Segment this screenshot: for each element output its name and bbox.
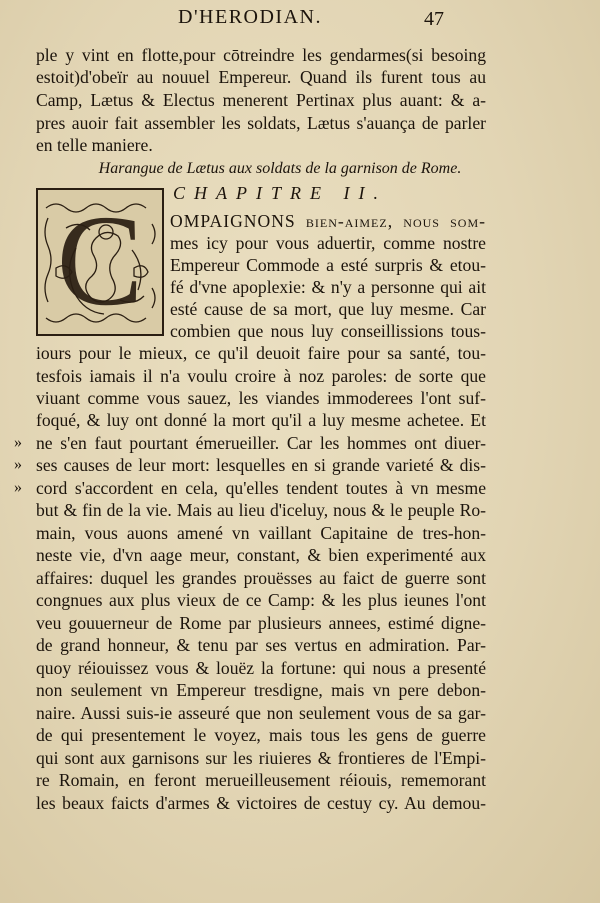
text-line: ple y vint en flotte,pour cōtreindre les gendarmes(si besoing [36,45,486,65]
text-line: de grand honneur, & tenu par ses vertus en admiration. Par- [36,635,486,655]
text-line: but & fin de la vie. Mais au lieu d'iceluy, nous & le peuple Ro- [36,500,486,520]
text-line: non seulement vn Empereur tresdigne, mais vn pere debon- [36,680,486,700]
page-number: 47 [424,8,444,30]
text-line: qui sont aux garnisons sur les riuieres & frontieres de l'Empi- [36,748,486,768]
running-head: D'HERODIAN. [178,6,322,28]
text-line: main, vous auons amené vn vaillant Capitaine de tres-hon- [36,523,486,543]
text-line: ses causes de leur mort: lesquelles en si grande varieté & dis- [36,455,486,475]
text-line: foqué, & luy ont donné la mort qu'il a luy mesme achetee. Et [36,410,486,430]
text-line: quoy réiouissez vous & louëz la fortune: qui nous a presenté [36,658,486,678]
text-line: affaires: duquel les grandes prouësses au faict de guerre sont [36,568,486,588]
text-line: estoit)d'obeïr au nouuel Empereur. Quand ils furent tous au [36,67,486,87]
text-line: ne s'en faut pourtant émerueiller. Car les hommes ont diuer- [36,433,486,453]
margin-quote-mark: » [14,434,22,451]
margin-quote-mark: » [14,456,22,473]
text-line: naire. Aussi suis-ie asseuré que non seulement vous de sa gar- [36,703,486,723]
initial-letter: C [56,189,144,333]
ornamental-initial-icon [36,188,164,336]
text-line: OMPAIGNONS bien-aimez, nous som- [170,211,486,231]
section-heading: Harangue de Lætus aux soldats de la garnison de Rome. [98,160,462,177]
text-line: de qui presentement le voyez, mais tous les gens de guerre [36,725,486,745]
text-line: mes icy pour vous aduertir, comme nostre [170,233,486,253]
text-line: veu gouuerneur de Rome par plusieurs annees, estimé digne- [36,613,486,633]
text-line: neste vie, d'vn aage meur, constant, & bien experimenté aux [36,545,486,565]
text-line: cord s'accordent en cela, qu'elles tendent toutes à vn mesme [36,478,486,498]
margin-quote-mark: » [14,479,22,496]
text-line: en telle maniere. [36,135,153,155]
text-line: les beaux faicts d'armes & victoires de cestuy cy. Au demou- [36,793,486,813]
text-line: tesfois iamais il n'a voulu croire à noz paroles: de sorte que [36,366,486,386]
text-line: congnues aux plus vieux de ce Camp: & les plus ieunes l'ont [36,590,486,610]
text-line: fé d'vne apoplexie: & n'y a personne qui ait [170,277,486,297]
text-line: esté cause de sa mort, que luy mesme. Car [170,299,486,319]
text-line: iours pour le mieux, ce qu'il deuoit faire pour sa santé, tou- [36,343,486,363]
text-line: Camp, Lætus & Electus menerent Pertinax plus auant: & a- [36,90,486,110]
text-line: combien que nous luy conseillissions tous- [170,321,486,341]
text-line: pres auoir fait assembler les soldats, Lætus s'auança de parler [36,113,486,133]
text-line: viuant comme vous sauez, les viandes immoderees l'ont suf- [36,388,486,408]
text-line: Empereur Commode a esté surpris & etou- [170,255,486,275]
chapter-title: CHAPITRE II. [173,183,387,203]
text-line: re Romain, en feront merueilleusement réiouis, rememorant [36,770,486,790]
